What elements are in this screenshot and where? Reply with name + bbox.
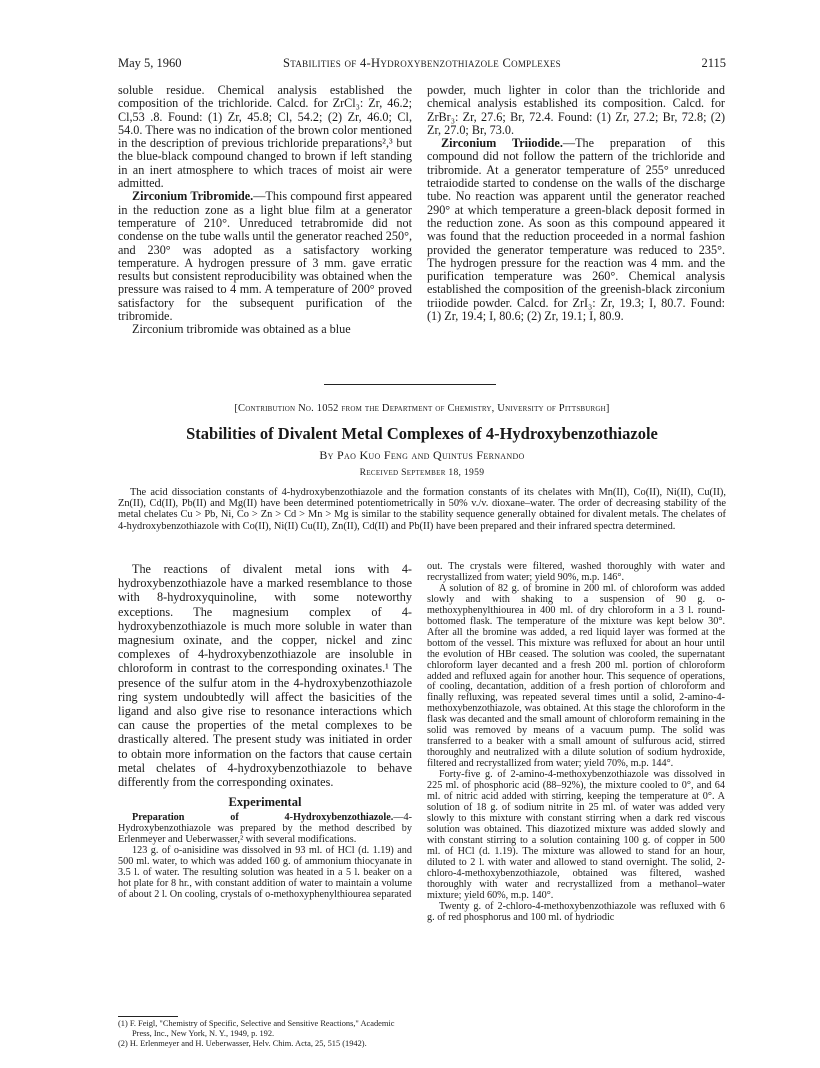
paragraph-text: —The preparation of this compound did not follow the pattern of the trichloride and tribromide. At a generator temperature of 255° unreduced tetraiodide started to condense on the walls of the discharge tube. No reaction was apparent until the generator reached 290° at which temperature a green-black deposit formed in the reduction zone. As soon as this compound appeared it was found that the reduction proceeded in a normal fashion provided the generator temperature was reduced to 235°. The hydrogen pressure for the reaction was 4 mm. and the purification temperature was 260°. Chemical analysis established the composition of the greenish-black zirconium triiodide powder. Calcd. for ZrI₃: Zr, 19.3; I, 80.7. Found: (1) Zr, 19.4; I, 80.6; (2) Zr, 19.1; I, 80.9.	[427, 136, 725, 324]
running-title: Stabilities of 4-Hydroxybenzothiazole Complexes	[283, 56, 561, 70]
article-left-column	[118, 562, 412, 901]
previous-article-left-column	[118, 84, 412, 337]
author-byline: By Pao Kuo Feng and Quintus Fernando	[319, 448, 525, 462]
received-date: Received September 18, 1959	[359, 467, 485, 478]
issue-date: May 5, 1960	[118, 56, 182, 70]
contribution-line: [Contribution No. 1052 from the Department of Chemistry, University of Pittsburgh]	[234, 403, 610, 414]
paragraph: A solution of 82 g. of bromine in 200 ml. of chloroform was added slowly and with shaking to a suspension of 90 g. o-methoxyphenylthiourea in 400 ml. of dry chloroform in a 3 l. round-bottomed flask. The temperature of the mixture was kept below 30°. After all the bromine was added, a red liquid layer was formed at the bottom of the vessel. This mixture was refluxed for about an hour until the evolution of HBr ceased. The solution was cooled, the supernatant chloroform layer decanted and a fresh 200 ml. portion of chloroform added and refluxed again for another hour. This sequence of operations, of cooling, decantation, addition of a fresh portion of chloroform and finally refluxing, was repeated several times until a solid, 2-amino-4-methoxybenzothiazole, was obtained. At this stage the chloroform in the flask was decanted and the small amount of chloroform remaining in the solid was removed by means of a vacuum pump. The solid was transferred to a beaker with a small amount of sulfurous acid, stirred thoroughly and neutralized with a dilute solution of sodium hydroxide, filtered and recrystallized from water; yield 70%, m.p. 144°.	[427, 582, 725, 770]
paragraph: powder, much lighter in color than the trichloride and chemical analysis established its composition. Calcd. for ZrBr₃: Zr, 27.6; Br, 72.4. Found: (1) Zr, 27.2; Br, 72.8; (2) Zr, 27.0; Br, 73.0.	[427, 83, 725, 137]
footnotes	[118, 1019, 412, 1050]
previous-article-right-column	[427, 84, 725, 323]
paragraph: Forty-five g. of 2-amino-4-methoxybenzothiazole was dissolved in 225 ml. of phosphoric acid (88–92%), the mixture cooled to 0°, and 64 ml. of nitric acid added with stirring, keeping the temperature at 0°. A solution of 18 g. of sodium nitrite in 25 ml. of water was added very slowly to this mixture with constant stirring when a dark red viscous solution was obtained. This diazotized mixture was added slowly and with constant stirring to a solution containing 100 g. of copper in 500 ml. of HCl (d. 1.19). The mixture was allowed to stand for an hour, diluted to 2 l. with water and allowed to stand overnight. The solid, 2-chloro-4-methoxybenzothiazole, obtained was filtered, washed thoroughly with water and recrystallized from a methanol–water mixture; yield 60%, m.p. 140°.	[427, 769, 725, 901]
run-in-heading: Preparation of 4-Hydroxybenzothiazole.	[132, 812, 394, 824]
paragraph: soluble residue. Chemical analysis established the composition of the trichloride. Calcd. for ZrCl₃: Zr, 46.2; Cl,53 .8. Found: (1) Zr, 45.8; Cl, 54.2; (2) Zr, 46.0; Cl, 54.0. There was no indication of the brown color mentioned in the description of previous trichloride preparations²,³ but the blue-black compound changed to brown if left standing in an inert atmosphere to which traces of moist air were admitted.	[118, 83, 412, 191]
footnote-divider	[118, 1016, 178, 1017]
article-right-column	[427, 562, 725, 923]
paragraph	[118, 813, 412, 846]
article-divider	[324, 384, 496, 385]
paragraph-text: —4-Hydroxybenzothiazole was prepared by the method described by Erlenmeyer and Ueberwasser,² with several modifications.	[118, 812, 412, 846]
run-in-heading: Zirconium Triiodide.	[441, 136, 563, 151]
paragraph: Twenty g. of 2-chloro-4-methoxybenzothiazole was refluxed with 6 g. of red phosphorus and 100 ml. of hydriodic	[427, 900, 725, 923]
paragraph	[427, 137, 725, 323]
footnote: (1) F. Feigl, "Chemistry of Specific, Selective and Sensitive Reactions," Academic Press, Inc., New York, N. Y., 1949, p. 192.	[118, 1019, 395, 1039]
run-in-heading: Zirconium Tribromide.	[132, 189, 254, 204]
paragraph	[118, 190, 412, 323]
page-header	[118, 56, 726, 72]
article-title: Stabilities of Divalent Metal Complexes of 4-Hydroxybenzothiazole	[186, 424, 658, 443]
section-heading: Experimental	[228, 795, 302, 810]
page-number: 2115	[701, 56, 726, 70]
paragraph: Zirconium tribromide was obtained as a blue	[132, 322, 351, 337]
paragraph: out. The crystals were filtered, washed thoroughly with water and recrystallized from water; yield 90%, m.p. 146°.	[427, 561, 725, 583]
paragraph-text: —This compound first appeared in the reduction zone as a light blue film at a generator temperature of 210°. Unreduced tetrabromide did not condense on the tube walls until the generator reached 250°, and 230° was adopted as a satisfactory working temperature. A hydrogen pressure of 3 mm. gave erratic results but consistent reproducibility was obtained when the pressure was raised to 4 mm. A temperature of 200° proved satisfactory for the subsequent purification of the tribromide.	[118, 189, 413, 324]
footnote: (2) H. Erlenmeyer and H. Ueberwasser, Helv. Chim. Acta, 25, 515 (1942).	[118, 1039, 367, 1049]
introduction: The reactions of divalent metal ions with 4-hydroxybenzothiazole have a marked resemblance to those with 8-hydroxyquinoline, with some noteworthy exceptions. The magnesium complex of 4-hydroxybenzothiazole is much more soluble in water than magnesium oxinate, and the copper, nickel and zinc complexes of 4-hydroxybenzothiazole are insoluble in chloroform in contrast to the corresponding oxinates.¹ The presence of the sulfur atom in the 4-hydroxybenzothiazole ring system undoubtedly will affect the basicities of the ligand and also give rise to resonance interactions which can cause the properties of the metal complexes to be drastically altered. The present study was initiated in order to obtain more information on the factors that cause certain metal chelates of 4-hydroxybenzothiazole to behave differently from the corresponding oxinates.	[118, 562, 412, 790]
paragraph: 123 g. of o-anisidine was dissolved in 93 ml. of HCl (d. 1.19) and 500 ml. water, to which was added 160 g. of ammonium thiocyanate in 3.5 l. of water. The resulting solution was heated in a 5 l. beaker on a hot plate for 8 hr., with constant addition of water to maintain a volume of about 2 l. On cooling, crystals of o-methoxyphenylthiourea separated	[118, 845, 412, 900]
abstract: The acid dissociation constants of 4-hydroxybenzothiazole and the formation constants of its chelates with Mn(II), Co(II), Ni(II), Cu(II), Zn(II), Cd(II), Pb(II) and Mg(II) have been determined potentiometrically in 50% v./v. dioxane–water. The order of decreasing stability of the metal chelates Cu > Pb, Ni, Co > Zn > Cd > Mn > Mg is similar to the stability sequence generally obtained for divalent metals. The chelates of 4-hydroxybenzothiazole with Co(II), Ni(II) Cu(II), Zn(II), Cd(II) and Pb(II) have been prepared and their infrared spectra determined.	[118, 487, 726, 532]
